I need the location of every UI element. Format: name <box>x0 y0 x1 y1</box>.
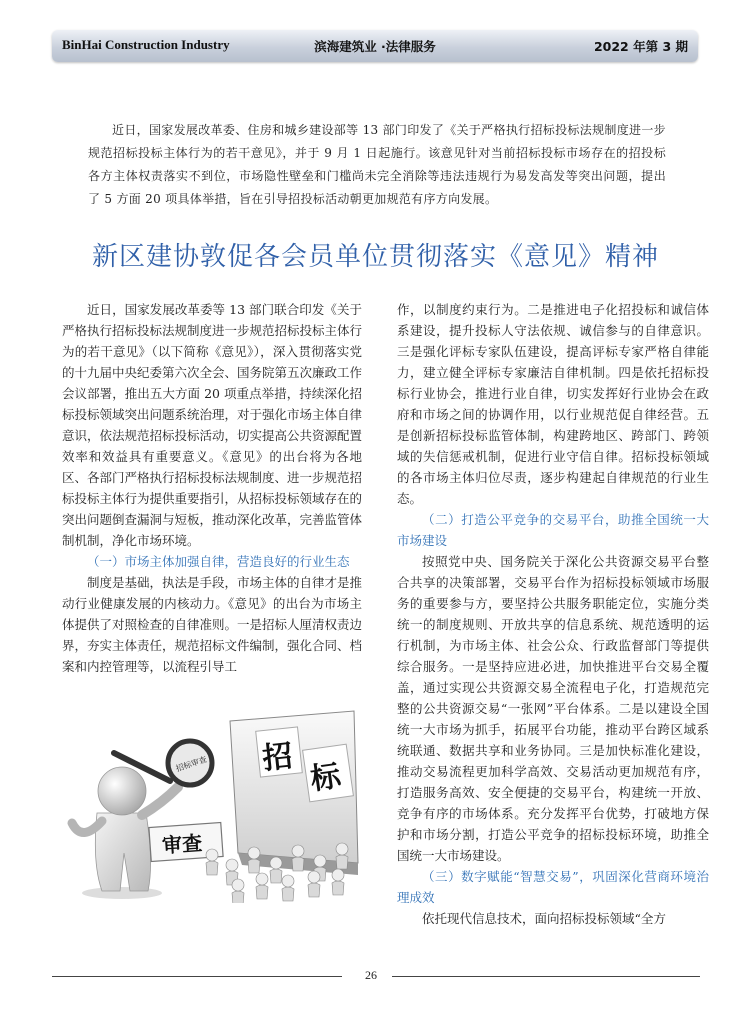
left-column <box>62 299 362 677</box>
crowd-figure <box>308 871 320 897</box>
board-char-2: 标 <box>308 758 343 798</box>
editor-note: 近日，国家发展改革委、住房和城乡建设部等 13 部门印发了《关于严格执行招标投标法规制度进一步规范招标投标主体行为的若干意见》，并于 9 月 1 日起施行。该意见针对当前招标投标市场存在的招投标各方主体权责落实不到位，市场隐性壁垒和门槛尚未完全消除等违法违规行为易发高发等突出问题，提出了 5 方面 20 项具体举措，旨在引导招投标活动朝更加规范有序方向发展。 <box>88 123 666 206</box>
crowd-figure <box>232 879 244 903</box>
section-heading: （一）市场主体加强自律，营造良好的行业生态 <box>87 554 350 569</box>
crowd-figure <box>292 845 304 871</box>
header-bar <box>52 30 698 62</box>
crowd-figure <box>282 875 294 901</box>
magnifier-figure <box>72 741 212 899</box>
magnifier-label: 招标审查 <box>174 754 209 774</box>
crowd-figure <box>270 857 282 883</box>
crowd-figure <box>336 843 348 869</box>
page-number: 26 <box>365 968 377 982</box>
review-illustration <box>62 703 362 903</box>
section-heading: （三）数字赋能“智慧交易”，巩固深化营商环境治理成效 <box>397 869 709 905</box>
right-column <box>397 299 709 929</box>
paragraph: 制度是基础，执法是手段，市场主体的自律才是推动行业健康发展的内核动力。《意见》的出台为市场主体提供了对照检查的自律准则。一是招标人厘清权责边界，夯实主体责任，规范招标文件编制，强化合同、档案和内控管理等，以流程引导工 <box>62 575 363 674</box>
crowd-figure <box>256 873 268 899</box>
journal-name-chinese: 滨海建筑业 ·法律服务 <box>314 39 436 54</box>
paragraph: 依托现代信息技术，面向招标投标领域“全方 <box>422 911 666 926</box>
crowd-figure <box>206 849 218 875</box>
board-char-1: 招 <box>260 738 295 777</box>
paragraph: 近日，国家发展改革委等 13 部门联合印发《关于严格执行招标投标法规制度进一步规范招标投标主体行为的若干意见》（以下简称《意见》），深入贯彻落实党的十九届中央纪委第六次全会、国务院第五次廉政工作会议部署，推出五大方面 20 项重点举措，持续深化招标投标领域突出问题系统治理，对于强化市场主体自律意识，依法规范招标投标活动，切实提高公共资源配置效率和效益具有重要意义。《意见》的出台将为各地区、各部门严格执行招标投标法规制度、进一步规范招标投标主体行为提供重要指引，从招标投标领域存在的突出问题倒查漏洞与短板，推动深化改革，完善监管体制机制，净化市场环境。 <box>62 302 363 548</box>
footer-rule-left <box>52 976 342 977</box>
review-sign-text: 审查 <box>161 830 203 858</box>
footer-rule-right <box>392 976 700 977</box>
crowd-figure <box>332 869 344 895</box>
paragraph: 作，以制度约束行为。二是推进电子化招投标和诚信体系建设，提升投标人守法依规、诚信参与的自律意识。三是强化评标专家队伍建设，提高评标专家严格自律能力，建立健全评标专家廉洁自律机制。四是依托招标投标行业协会，推进行业自律，切实发挥好行业协会在政府和市场之间的协调作用，以行业规范促自律经营。五是创新招标投标监管体制，构建跨地区、跨部门、跨领域的失信惩戒机制，促进行业守信自律。招标投标领域的各市场主体归位尽责，逐步构建起自律规范的行业生态。 <box>397 302 709 506</box>
crowd-figure <box>248 847 260 873</box>
journal-name-english: BinHai Construction Industry <box>62 37 230 52</box>
paragraph: 按照党中央、国务院关于深化公共资源交易平台整合共享的决策部署，交易平台作为招标投标领域市场服务的重要参与方，要坚持公共服务职能定位，实施分类统一的制度规则、开放共享的信息系统、规范透明的运行机制，为市场主体、社会公众、行政监督部门等提供综合服务。一是坚持应进必进，加快推进平台交易全覆盖，通过实现公共资源交易全流程电子化，打造规范完整的公共资源交易“一张网”平台体系。二是以建设全国统一大市场为抓手，拓展平台功能，推动平台跨区域系统联通、数据共享和业务协同。三是加快标准化建设，推动交易流程更加科学高效、交易活动更加规范有序，打造服务高效、安全便捷的交易平台，构建统一开放、竞争有序的市场体系。充分发挥平台优势，打破地方保护和市场分割，打造公平竞争的招标投标环境，助推全国统一大市场建设。 <box>397 554 709 863</box>
article-title: 新区建协敦促各会员单位贯彻落实《意见》精神 <box>91 242 659 272</box>
section-heading: （二）打造公平竞争的交易平台，助推全国统一大市场建设 <box>397 512 709 548</box>
issue-number: 2022 年第 3 期 <box>593 39 688 54</box>
